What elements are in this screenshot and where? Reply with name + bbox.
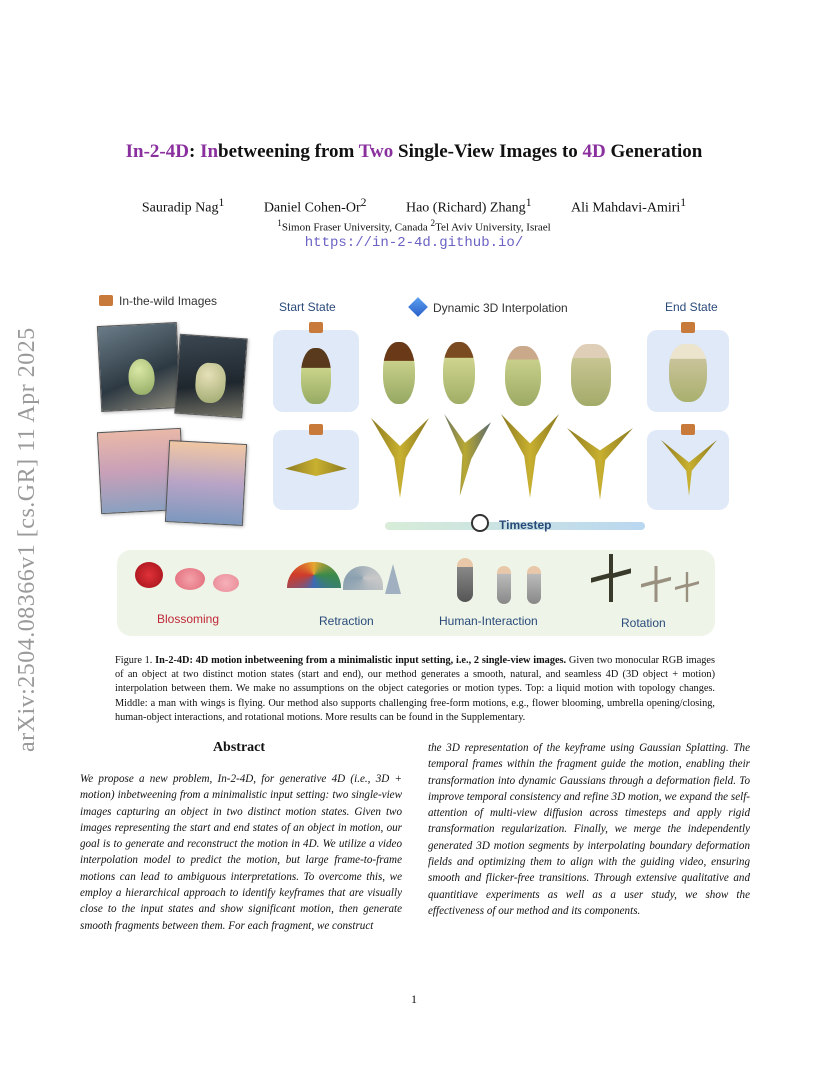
- figure-caption: [115, 654, 715, 725]
- camera-icon: [309, 322, 323, 333]
- motion-label: Blossoming: [157, 612, 220, 626]
- cube-icon: [408, 297, 428, 317]
- author-name: Hao (Richard) Zhang: [405, 200, 526, 216]
- author: [571, 196, 686, 217]
- author-sup: 1: [680, 196, 687, 209]
- title-text-1: betweening from: [218, 141, 359, 162]
- start-state-panel: [273, 430, 359, 510]
- affil-2: Tel Aviv University, Israel: [435, 221, 551, 234]
- title-two: Two: [358, 141, 394, 162]
- person-icon: [527, 566, 541, 604]
- end-state-panel: [647, 330, 729, 412]
- end-state-panel: [647, 430, 729, 510]
- interp-frame: [371, 418, 429, 498]
- camera-icon: [681, 322, 695, 333]
- teaser-figure: [95, 290, 735, 640]
- interp-frame: [501, 414, 559, 498]
- author-list: [0, 196, 828, 217]
- motion-label: Retraction: [319, 614, 374, 628]
- wild-photo: [97, 322, 181, 412]
- start-label: Start State: [279, 300, 336, 314]
- author: [264, 196, 367, 217]
- flower-icon: [135, 562, 163, 588]
- interp-frame: [439, 414, 491, 496]
- interp-frame: [383, 342, 415, 404]
- windmill-icon: [675, 572, 699, 602]
- affil-sup: 2: [430, 218, 436, 228]
- author: [406, 196, 532, 217]
- title-4d: 4D: [582, 141, 606, 162]
- motion-label: Rotation: [621, 616, 666, 630]
- author-name: Sauradip Nag: [141, 200, 219, 216]
- interp-frame: [571, 344, 611, 406]
- abstract-left-column: We propose a new problem, In-2-4D, for generative 4D (i.e., 3D + motion) inbetweening from a minimalistic input setting: two single-view images capturing an object in two distinct motion states. Given two images representing the start and end states of an object in motion, our goal is to generate and reconstruct the motion in 4D. We utilize a video interpolation model to predict the motion, but large frame-to-frame motions can lead to ambiguous interpretations. To overcome this, we employ a hierarchical approach to identify keyframes that are visually close to the input states and show significant motion, then generate smooth fragments between them. For each fragment, we construct: [80, 773, 402, 932]
- title-text-3: Generation: [605, 141, 703, 162]
- title-text-2: Single-View Images to: [393, 141, 583, 162]
- author-sup: 1: [525, 196, 532, 209]
- end-label: End State: [665, 300, 718, 314]
- author: [142, 196, 224, 217]
- umbrella-icon: [287, 562, 341, 588]
- umbrella-icon: [343, 566, 383, 590]
- camera-icon: [99, 295, 113, 306]
- timestep-label: Timestep: [499, 518, 552, 532]
- project-url[interactable]: https://in-2-4d.github.io/: [304, 235, 524, 251]
- windmill-icon: [641, 566, 671, 602]
- title-sep: :: [188, 141, 201, 162]
- paper-title: [0, 141, 828, 163]
- motion-examples-panel: [117, 550, 715, 636]
- title-method: In-2-4D: [125, 141, 189, 162]
- wild-photo: [174, 334, 247, 419]
- caption-bold: In-2-4D: 4D motion inbetweening from a minimalistic input setting, i.e., 2 single-view images.: [155, 655, 567, 666]
- arxiv-stamp: arXiv:2504.08366v1 [cs.GR] 11 Apr 2025: [14, 327, 40, 752]
- windmill-icon: [591, 554, 631, 602]
- caption-text: Given two monocular RGB images of an object at two distinct motion states (start and end), our method generates a smooth, natural, and seamless 4D (3D object + motion) interpolation between them. We make no assumptions on the object categories or motion types. Top: a liquid motion with topology changes. Middle: a man with wings is flying. Our method also supports challenging free-form motions, e.g., flower blooming, umbrella opening/closing, human-object interactions, and rotational motions. More results can be found in the Supplementary.: [115, 655, 715, 723]
- person-icon: [497, 566, 511, 604]
- interp-frame: [567, 420, 633, 500]
- wild-photo: [165, 440, 247, 526]
- interp-label: [411, 300, 568, 315]
- interp-frame: [505, 346, 541, 406]
- author-sup: 2: [360, 196, 367, 209]
- wild-label: [99, 294, 217, 308]
- start-state-panel: [273, 330, 359, 412]
- wild-label-text: In-the-wild Images: [119, 294, 218, 308]
- affiliations: [0, 218, 828, 234]
- page-number: 1: [411, 992, 417, 1006]
- affil-1: Simon Fraser University, Canada: [281, 221, 431, 234]
- affil-sup: 1: [277, 218, 282, 228]
- author-name: Daniel Cohen-Or: [263, 200, 361, 216]
- camera-icon: [681, 424, 695, 435]
- clock-icon: [471, 514, 489, 532]
- interp-frame: [443, 342, 475, 404]
- interp-label-text: Dynamic 3D Interpolation: [433, 301, 568, 315]
- camera-icon: [309, 424, 323, 435]
- author-sup: 1: [218, 196, 225, 209]
- flower-icon: [213, 574, 239, 592]
- umbrella-icon: [385, 564, 401, 594]
- caption-label: Figure 1.: [115, 655, 156, 666]
- title-in: In: [200, 141, 219, 162]
- person-icon: [457, 558, 473, 602]
- abstract-heading: Abstract: [212, 740, 266, 755]
- motion-label: Human-Interaction: [439, 614, 538, 628]
- abstract-right-column: the 3D representation of the keyframe using Gaussian Splatting. The temporal frames within the fragment guide the motion, enabling their transformation into dynamic Gaussians through a deformation field. To improve temporal consistency and refine 3D motion, we expand the self-attention of multi-view diffusion across timesteps and apply rigid transformation regularization. Finally, we merge the independently generated 3D motion segments by interpolating boundary deformation fields and optimizing them to align with the guiding video, ensuring smooth and flicker-free transitions. Through extensive qualitative and quantitiave experiments as well as a user study, we show the effectiveness of our method and its components.: [428, 742, 750, 917]
- author-name: Ali Mahdavi-Amiri: [571, 200, 681, 216]
- flower-icon: [175, 568, 205, 590]
